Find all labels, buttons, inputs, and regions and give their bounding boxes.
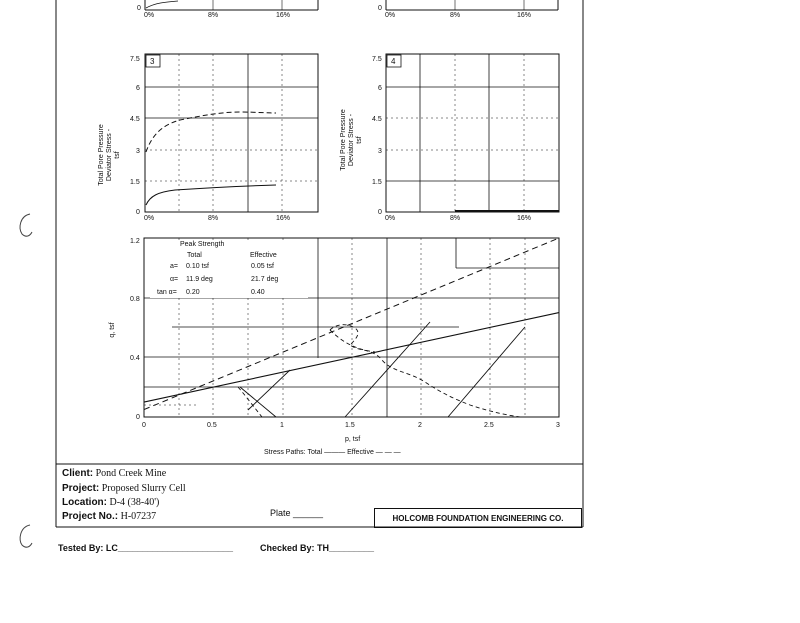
pq-y-tick: 0.4 — [130, 355, 140, 362]
plot-4 — [340, 54, 559, 222]
project-label: Project: — [62, 483, 100, 494]
plot-3 — [98, 54, 318, 222]
total-stress-path-1b — [248, 370, 290, 410]
plot-2-x-tick: 16% — [517, 12, 532, 19]
plot-1-x-tick: 0% — [144, 12, 155, 19]
plot-4-x-tick: 16% — [517, 215, 532, 222]
peak-row-total: 0.10 tsf — [186, 263, 209, 270]
client-label: Client: — [62, 468, 94, 479]
plot-3-y-tick: 6 — [136, 85, 140, 92]
pq-x-tick: 3 — [556, 422, 560, 429]
effective-stress-path-2 — [330, 325, 520, 417]
tested-by-line: Tested By: LC_______________________ — [58, 543, 233, 553]
firm-name-box: HOLCOMB FOUNDATION ENGINEERING CO. — [374, 508, 582, 528]
punch-hole-mark-lower — [20, 525, 32, 547]
plot-1-partial — [137, 0, 318, 19]
location-value: D-4 (38-40') — [109, 497, 160, 508]
peak-col-effective: Effective — [250, 252, 277, 259]
plot-2-x-tick: 8% — [450, 12, 461, 19]
peak-row-total: 0.20 — [186, 289, 200, 296]
peak-row-label: tan α= — [157, 289, 177, 296]
pq-y-tick: 0.8 — [130, 296, 140, 303]
plot-3-frame — [145, 54, 318, 212]
pq-y-tick: 1.2 — [130, 238, 140, 245]
plot-4-y-tick: 7.5 — [372, 56, 382, 63]
plate-field: Plate ______ — [270, 508, 324, 518]
peak-row-label: α= — [170, 276, 179, 283]
plot-3-y-tick: 4.5 — [130, 116, 140, 123]
plot-4-y-label-line-1: Total Pore Pressure — [340, 109, 347, 171]
peak-col-total: Total — [187, 252, 202, 259]
project-number-line — [62, 511, 156, 522]
pq-x-label: p, tsf — [345, 436, 361, 443]
plot-4-y-label-line-3: tsf — [356, 136, 363, 144]
pq-x-tick: 2 — [418, 422, 422, 429]
client-line — [62, 468, 166, 479]
project-number-value: H-07237 — [120, 511, 157, 522]
project-value: Proposed Slurry Cell — [101, 483, 186, 494]
plot-4-x-tick: 0% — [385, 215, 396, 222]
plot-3-y-label-line-2: Deviator Stress - — [106, 128, 113, 182]
plot-3-y-tick: 1.5 — [130, 179, 140, 186]
peak-row-effective: 21.7 deg — [251, 276, 279, 283]
plot-1-y-tick: 0 — [137, 5, 141, 12]
pq-x-tick: 0 — [142, 422, 146, 429]
peak-strength-title: Peak Strength — [180, 241, 225, 248]
pq-legend: Stress Paths: Total ——— Effective — — — — [264, 449, 401, 456]
project-number-label: Project No.: — [62, 511, 119, 522]
plot-2-partial — [378, 0, 558, 19]
plot-4-y-tick: 4.5 — [372, 116, 382, 123]
punch-hole-mark-upper — [20, 214, 32, 236]
plot-3-x-tick: 0% — [144, 215, 155, 222]
plot-4-frame — [386, 54, 559, 212]
peak-row-label: a= — [170, 263, 178, 270]
plot-3-number: 3 — [150, 57, 155, 66]
peak-row-effective: 0.40 — [251, 289, 265, 296]
plot-4-y-label-line-2: Deviator Stress - — [348, 113, 355, 167]
location-line — [62, 497, 159, 508]
plot-4-y-tick: 1.5 — [372, 179, 382, 186]
plot-3-y-label-line-3: tsf — [114, 151, 121, 159]
plot-2-x-tick: 0% — [385, 12, 396, 19]
pq-x-tick: 0.5 — [207, 422, 217, 429]
checked-by-line: Checked By: TH_________ — [260, 543, 375, 553]
plot-3-x-tick: 8% — [208, 215, 219, 222]
plot-1-x-tick: 8% — [208, 12, 219, 19]
total-stress-path-3 — [448, 327, 525, 417]
pq-y-tick: 0 — [136, 414, 140, 421]
plot-4-y-tick: 0 — [378, 209, 382, 216]
plot-2-y-tick: 0 — [378, 5, 382, 12]
pq-x-tick: 1.5 — [345, 422, 355, 429]
peak-row-effective: 0.05 tsf — [251, 263, 274, 270]
pq-x-tick: 1 — [280, 422, 284, 429]
plot-1-x-tick: 16% — [276, 12, 291, 19]
plot-3-y-label-line-1: Total Pore Pressure — [98, 124, 105, 186]
plot-3-y-tick: 7.5 — [130, 56, 140, 63]
plot-3-y-tick: 0 — [136, 209, 140, 216]
peak-row-total: 11.9 deg — [186, 276, 213, 283]
effective-stress-path-3 — [330, 330, 375, 352]
plot-4-y-tick: 6 — [378, 85, 382, 92]
plot-3-y-tick: 3 — [136, 148, 140, 155]
pq-y-label: q, tsf — [109, 322, 116, 338]
plot-3-x-tick: 16% — [276, 215, 291, 222]
total-stress-path-1 — [240, 387, 276, 417]
plot-3-pore-pressure-curve — [146, 185, 276, 205]
pq-plot — [109, 238, 560, 456]
total-stress-path-2 — [345, 322, 430, 417]
pq-x-tick: 2.5 — [484, 422, 494, 429]
client-value: Pond Creek Mine — [95, 468, 167, 479]
plot-4-x-tick: 8% — [450, 215, 461, 222]
plot-4-number: 4 — [391, 57, 396, 66]
project-line — [62, 483, 186, 494]
plot-4-y-tick: 3 — [378, 148, 382, 155]
location-label: Location: — [62, 497, 107, 508]
